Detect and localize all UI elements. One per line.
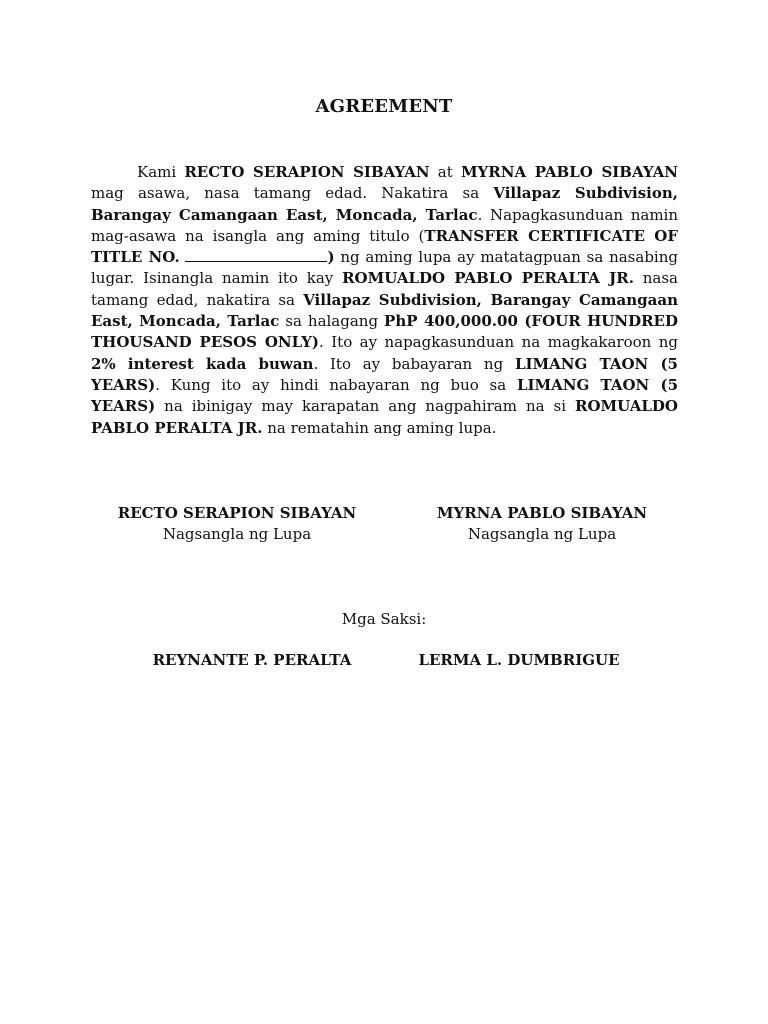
text-segment: . Napagkasunduan namin mag-asawa na isangla ang aming titulo ( — [91, 205, 678, 245]
text-segment: ng aming lupa ay matatagpuan sa nasabing lugar. Isinangla namin ito kay — [91, 248, 678, 288]
text-segment: nasa tamang edad, nakatira sa — [91, 269, 678, 309]
text-segment: Kami — [137, 163, 185, 181]
witness-label: Mga Saksi: — [341, 610, 427, 628]
text-segment: mag asawa, nasa tamang edad. Nakatira sa — [91, 184, 494, 203]
signatory-name: RECTO SERAPION SIBAYAN — [117, 504, 357, 522]
witness-name: LERMA L. DUMBRIGUE — [418, 651, 620, 669]
agreement-paragraph — [91, 162, 678, 439]
signatory-block — [417, 503, 667, 545]
loan-amount: PhP 400,000.00 (FOUR HUNDRED THOUSAND PESOS ONLY) — [91, 312, 678, 352]
party-name: MYRNA PABLO SIBAYAN — [460, 163, 678, 181]
address: Villapaz Subdivision, Barangay Camangaan East, Moncada, Tarlac — [91, 290, 678, 331]
document-title: AGREEMENT — [315, 96, 453, 117]
title-document-label: TRANSFER CERTIFICATE OF TITLE NO. — [91, 226, 678, 267]
signatory-block — [112, 503, 362, 545]
witness-name: REYNANTE P. PERALTA — [152, 651, 352, 669]
lender-name: ROMUALDO PABLO PERALTA JR. — [91, 397, 678, 437]
text-segment: sa halagang — [279, 312, 385, 331]
text-segment: . Kung ito ay hindi nabayaran ng buo sa — [155, 375, 517, 394]
signatory-role: Nagsangla ng Lupa — [162, 525, 312, 543]
text-segment: at — [429, 163, 461, 181]
lender-name: ROMUALDO PABLO PERALTA JR. — [342, 269, 634, 288]
text-segment: . Ito ay babayaran ng — [313, 354, 515, 373]
closing-paren: ) — [327, 248, 335, 267]
address: Villapaz Subdivision, Barangay Camangaan East, Moncada, Tarlac — [91, 184, 678, 224]
party-name: RECTO SERAPION SIBAYAN — [184, 163, 430, 181]
text-segment: . Ito ay napagkasunduan na magkakaroon ng — [319, 333, 678, 352]
signatory-role: Nagsangla ng Lupa — [467, 525, 617, 543]
interest-rate: 2% interest kada buwan — [91, 354, 314, 373]
loan-term: LIMANG TAON (5 YEARS) — [91, 354, 678, 394]
title-number-blank — [185, 249, 327, 262]
signatory-name: MYRNA PABLO SIBAYAN — [436, 504, 648, 522]
loan-term: LIMANG TAON (5 YEARS) — [91, 375, 679, 416]
text-segment: na ibinigay may karapatan ang nagpahiram na si — [155, 397, 575, 416]
text-segment: na rematahin ang aming lupa. — [262, 418, 497, 437]
